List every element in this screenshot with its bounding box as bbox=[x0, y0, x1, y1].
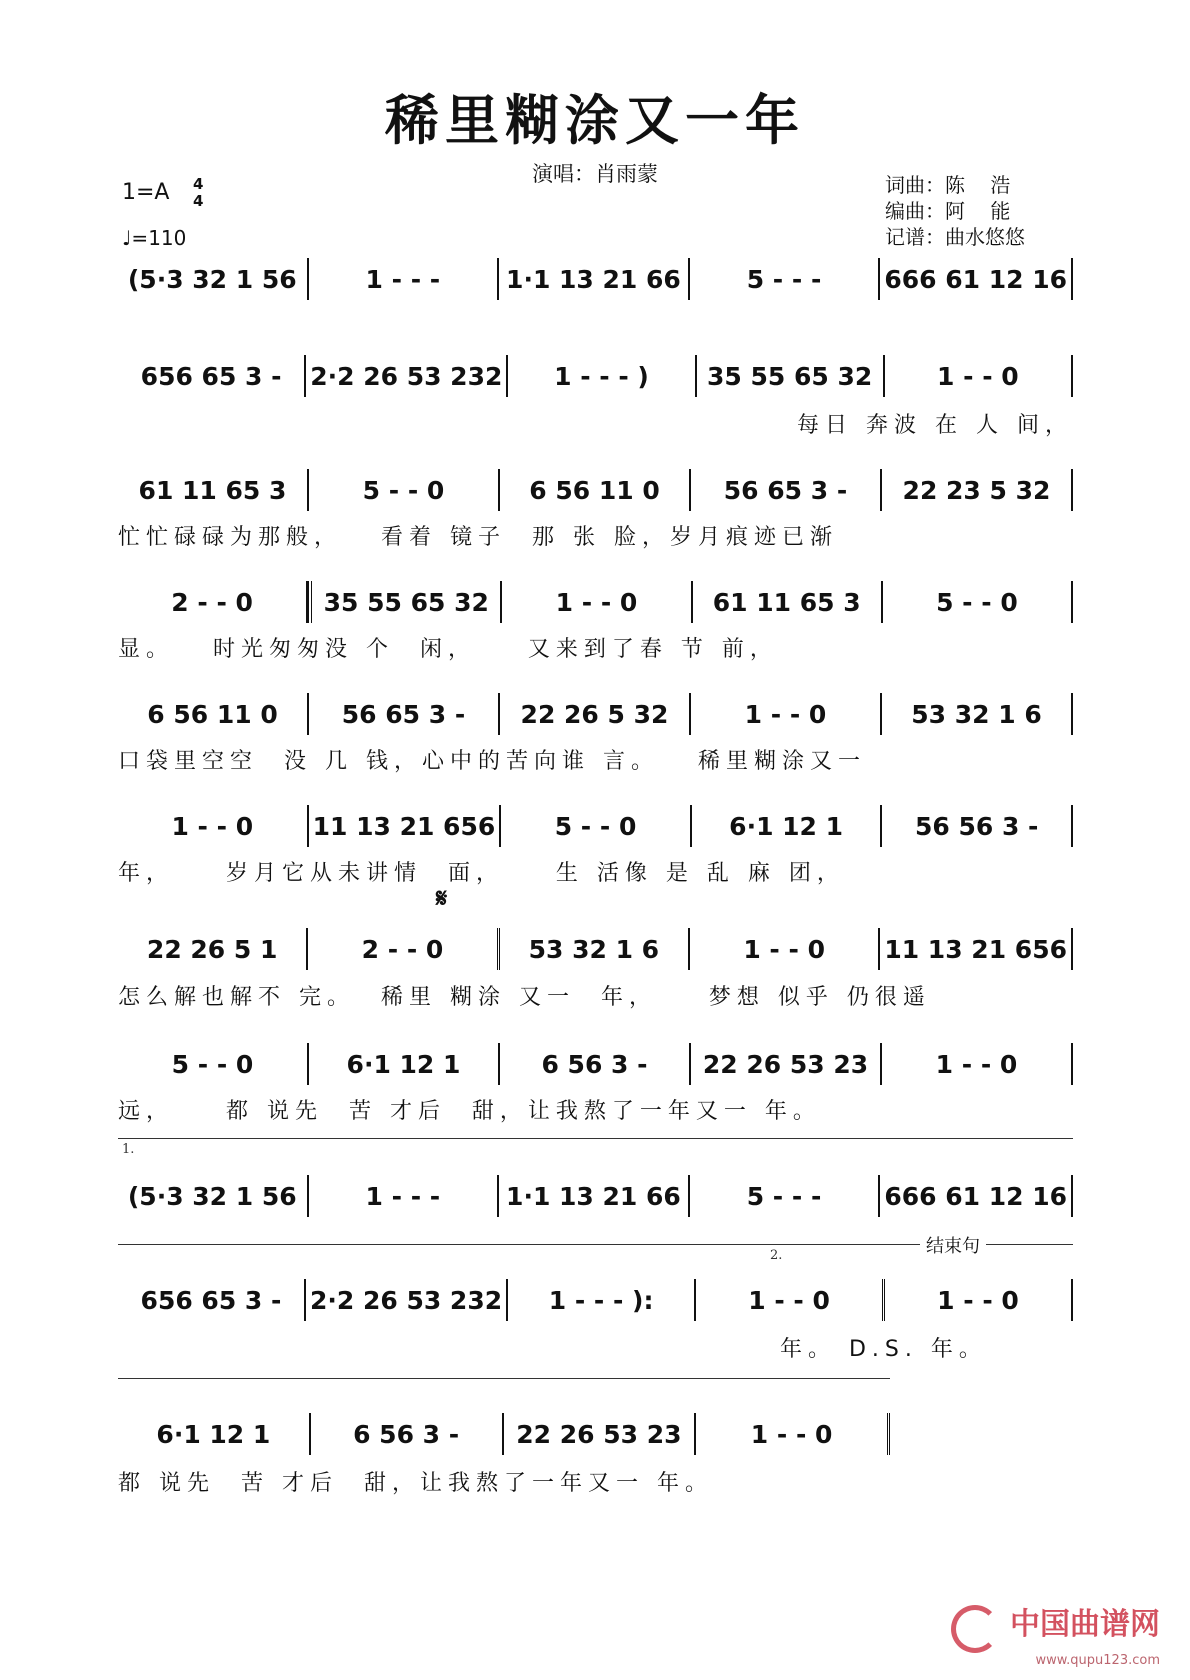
score-row-7 bbox=[118, 925, 1073, 973]
ending-bracket bbox=[118, 1378, 890, 1379]
measure: 22 26 53 23 bbox=[504, 1413, 697, 1455]
song-title: 稀里糊涂又一年 bbox=[385, 88, 805, 152]
score-row-5 bbox=[118, 690, 1073, 738]
measure: 1 - - 0 bbox=[882, 1043, 1073, 1085]
measure: 1 - - 0 bbox=[502, 581, 692, 623]
measure: 22 26 5 32 bbox=[500, 693, 691, 735]
time-signature bbox=[193, 176, 203, 210]
score-row-9 bbox=[118, 1172, 1073, 1220]
measure: 1 - - 0 bbox=[691, 693, 882, 735]
time-sig-top: 4 bbox=[193, 175, 204, 193]
measure: 1·1 13 21 66 bbox=[499, 1175, 690, 1217]
measure: 11 13 21 656 bbox=[880, 928, 1073, 970]
score-row-4 bbox=[118, 578, 1073, 626]
measure: 22 26 53 23 bbox=[691, 1043, 882, 1085]
watermark bbox=[951, 1599, 1160, 1669]
score-row-6 bbox=[118, 802, 1073, 850]
measure: 1 - - - bbox=[309, 1175, 500, 1217]
measure-repeat-end: 1 - - - ): bbox=[508, 1279, 696, 1321]
measure: 5 - - - bbox=[690, 258, 881, 300]
lyric-line-6: 年， 岁月它从未讲情 面， 生 活像 是 乱 麻 团， bbox=[118, 861, 845, 886]
measure: 666 61 12 16 bbox=[880, 1175, 1073, 1217]
credits-block bbox=[885, 172, 1025, 250]
time-sig-bottom: 4 bbox=[193, 192, 204, 210]
measure: 2 - - 0 bbox=[118, 581, 308, 623]
measure: 1 - - 0 bbox=[696, 1279, 885, 1321]
measure: 1 - - 0 bbox=[885, 1279, 1073, 1321]
measure: 5 - - - bbox=[690, 1175, 881, 1217]
measure: 6·1 12 1 bbox=[309, 1043, 500, 1085]
measure: 61 11 65 3 bbox=[693, 581, 883, 623]
measure: 666 61 12 16 bbox=[880, 258, 1073, 300]
measure: 5 - - 0 bbox=[118, 1043, 309, 1085]
lyric-line-7: 怎么解也解不 完。 稀里 糊涂 又一 年， 梦想 似乎 仍很遥 bbox=[118, 985, 931, 1010]
volta-1-bracket bbox=[118, 1138, 1073, 1139]
measure: 6 56 3 - bbox=[500, 1043, 691, 1085]
measure: 6 56 11 0 bbox=[500, 469, 691, 511]
measure: 2·2 26 53 232 bbox=[306, 355, 508, 397]
measure: 61 11 65 3 bbox=[118, 469, 309, 511]
score-row-2 bbox=[118, 352, 1073, 400]
measure: (5·3 32 1 56 bbox=[118, 258, 309, 300]
score-row-8 bbox=[118, 1040, 1073, 1088]
measure: 6·1 12 1 bbox=[692, 805, 883, 847]
lyric-line-8: 远， 都 说先 苦 才后 甜，让我熬了一年又一 年。 bbox=[118, 1099, 821, 1124]
credit-transcriber: 记谱：曲水悠悠 bbox=[885, 225, 1025, 249]
watermark-site: 中国曲谱网 bbox=[1010, 1606, 1160, 1642]
measure: 6 56 3 - bbox=[311, 1413, 504, 1455]
measure: 56 65 3 - bbox=[691, 469, 882, 511]
ending-label: 结束句 bbox=[920, 1232, 986, 1258]
score-row-11 bbox=[118, 1410, 890, 1458]
measure-repeat-start: 35 55 65 32 bbox=[308, 581, 502, 623]
lyric-line-11: 都 说先 苦 才后 甜，让我熬了一年又一 年。 bbox=[118, 1471, 713, 1496]
watermark-url: www.qupu123.com bbox=[1035, 1653, 1160, 1668]
measure: 22 23 5 32 bbox=[882, 469, 1073, 511]
measure-final: 1 - - 0 bbox=[696, 1413, 890, 1455]
measure: 11 13 21 656 bbox=[309, 805, 502, 847]
measure: 2·2 26 53 232 bbox=[306, 1279, 508, 1321]
measure: 53 32 1 6 bbox=[500, 928, 690, 970]
credit-lyrics-music: 词曲：陈 浩 bbox=[885, 173, 1011, 197]
lyric-line-3: 忙忙碌碌为那般， 看着 镜子 那 张 脸，岁月痕迹已渐 bbox=[118, 525, 838, 550]
volta-1-label: 1. bbox=[122, 1142, 135, 1157]
measure: 53 32 1 6 bbox=[882, 693, 1073, 735]
measure: 656 65 3 - bbox=[118, 1279, 306, 1321]
singer-credit: 演唱：肖雨蒙 bbox=[532, 162, 658, 186]
site-logo-icon bbox=[951, 1605, 999, 1653]
credit-arranger: 编曲：阿 能 bbox=[885, 199, 1011, 223]
volta-2-label: 2. bbox=[770, 1248, 783, 1263]
measure: 5 - - 0 bbox=[883, 581, 1073, 623]
measure: 2 - - 0 bbox=[308, 928, 499, 970]
measure: 1 - - 0 bbox=[118, 805, 309, 847]
measure: 1 - - 0 bbox=[690, 928, 880, 970]
measure: 5 - - 0 bbox=[309, 469, 500, 511]
measure: 6·1 12 1 bbox=[118, 1413, 311, 1455]
measure: 22 26 5 1 bbox=[118, 928, 308, 970]
lyric-line-2: 每日 奔波 在 人 间， bbox=[797, 413, 1073, 438]
measure: 1·1 13 21 66 bbox=[499, 258, 690, 300]
lyric-line-4: 显。 时光匆匆没 个 闲， 又来到了春 节 前， bbox=[118, 637, 778, 662]
score-row-3 bbox=[118, 466, 1073, 514]
measure: 5 - - 0 bbox=[501, 805, 692, 847]
measure: 56 56 3 - bbox=[882, 805, 1073, 847]
key-signature: 1=A bbox=[122, 180, 170, 205]
measure: 56 65 3 - bbox=[309, 693, 500, 735]
measure: 35 55 65 32 bbox=[697, 355, 885, 397]
measure: 1 - - 0 bbox=[885, 355, 1073, 397]
measure: 656 65 3 - bbox=[118, 355, 306, 397]
measure: 1 - - - ) bbox=[508, 355, 696, 397]
tempo-marking: ♩=110 bbox=[122, 226, 187, 250]
score-row-1 bbox=[118, 255, 1073, 303]
lyric-line-10: 年。 D.S. 年。 bbox=[780, 1337, 987, 1362]
segno-sign: 𝄋 bbox=[436, 884, 448, 914]
score-row-10 bbox=[118, 1276, 1073, 1324]
measure: (5·3 32 1 56 bbox=[118, 1175, 309, 1217]
lyric-line-5: 口袋里空空 没 几 钱，心中的苦向谁 言。 稀里糊涂又一 bbox=[118, 749, 866, 774]
measure: 1 - - - bbox=[309, 258, 500, 300]
measure: 6 56 11 0 bbox=[118, 693, 309, 735]
